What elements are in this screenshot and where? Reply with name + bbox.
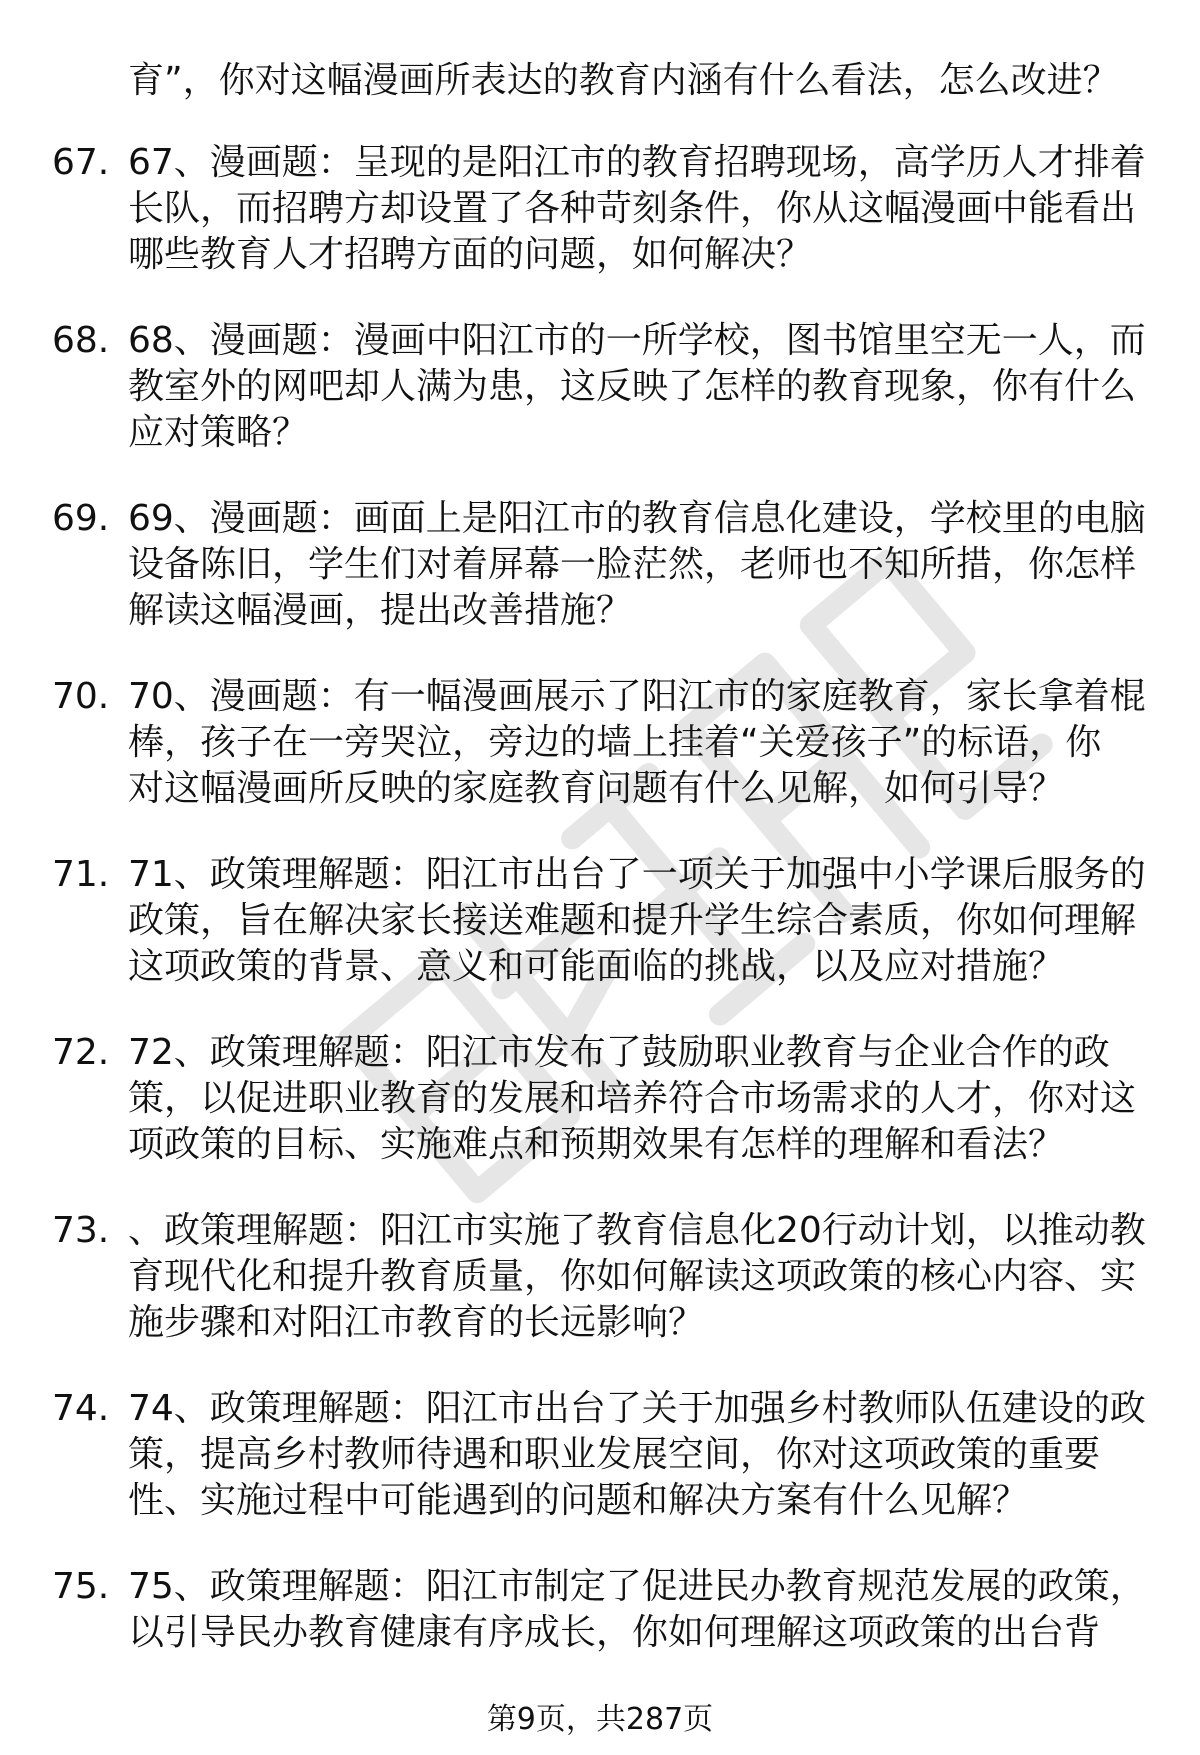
- question-text-line: 育现代化和提升教育质量，你如何解读这项政策的核心内容、实: [128, 1256, 1137, 1297]
- question-text-line: 以引导民办教育健康有序成长，你如何理解这项政策的出台背: [128, 1612, 1101, 1653]
- question-text-line: 哪些教育人才招聘方面的问题，如何解决？: [128, 234, 813, 275]
- question-number: 75.: [52, 1566, 110, 1607]
- question-text-line: 设备陈旧，学生们对着屏幕一脸茫然，老师也不知所措，你怎样: [128, 544, 1137, 585]
- question-text-line: 施步骤和对阳江市教育的长远影响？: [128, 1302, 705, 1343]
- question-number: 68.: [52, 320, 110, 361]
- continuation-line: 育”，你对这幅漫画所表达的教育内涵有什么看法，怎么改进？: [128, 60, 1119, 101]
- question-number: 70.: [52, 676, 110, 717]
- question-text-line: 项政策的目标、实施难点和预期效果有怎样的理解和看法？: [128, 1124, 1065, 1165]
- question-number: 73.: [52, 1210, 110, 1251]
- question-text-line: 策，以促进职业教育的发展和培养符合市场需求的人才，你对这: [128, 1078, 1137, 1119]
- question-text-line: 这项政策的背景、意义和可能面临的挑战，以及应对措施？: [128, 946, 1065, 987]
- question-text-line: 67、漫画题：呈现的是阳江市的教育招聘现场，高学历人才排着: [128, 142, 1146, 183]
- question-number: 67.: [52, 142, 110, 183]
- question-text-line: 71、政策理解题：阳江市出台了一项关于加强中小学课后服务的: [128, 854, 1146, 895]
- question-text-line: 棒，孩子在一旁哭泣，旁边的墙上挂着“关爱孩子”的标语，你: [128, 722, 1102, 763]
- question-text-line: 、政策理解题：阳江市实施了教育信息化20行动计划，以推动教: [128, 1210, 1146, 1251]
- question-text-line: 性、实施过程中可能遇到的问题和解决方案有什么见解？: [128, 1480, 1029, 1521]
- question-text-line: 69、漫画题：画面上是阳江市的教育信息化建设，学校里的电脑: [128, 498, 1146, 539]
- question-text-line: 政策，旨在解决家长接送难题和提升学生综合素质，你如何理解: [128, 900, 1137, 941]
- question-text-line: 教室外的网吧却人满为患，这反映了怎样的教育现象，你有什么: [128, 366, 1137, 407]
- question-text-line: 70、漫画题：有一幅漫画展示了阳江市的家庭教育，家长拿着棍: [128, 676, 1146, 717]
- question-number: 71.: [52, 854, 110, 895]
- question-text-line: 75、政策理解题：阳江市制定了促进民办教育规范发展的政策，: [128, 1566, 1146, 1607]
- question-number: 69.: [52, 498, 110, 539]
- question-text-line: 应对策略？: [128, 412, 309, 453]
- question-text-line: 策，提高乡村教师待遇和职业发展空间，你对这项政策的重要: [128, 1434, 1101, 1475]
- question-text-line: 对这幅漫画所反映的家庭教育问题有什么见解，如何引导？: [128, 768, 1065, 809]
- question-text-line: 解读这幅漫画，提出改善措施？: [128, 590, 633, 631]
- question-text-line: 68、漫画题：漫画中阳江市的一所学校，图书馆里空无一人，而: [128, 320, 1146, 361]
- question-text-line: 74、政策理解题：阳江市出台了关于加强乡村教师队伍建设的政: [128, 1388, 1146, 1429]
- question-number: 74.: [52, 1388, 110, 1429]
- page-footer: 第9页，共287页: [486, 1702, 714, 1737]
- question-text-line: 长队，而招聘方却设置了各种苛刻条件，你从这幅漫画中能看出: [128, 188, 1137, 229]
- question-text-line: 72、政策理解题：阳江市发布了鼓励职业教育与企业合作的政: [128, 1032, 1110, 1073]
- question-number: 72.: [52, 1032, 110, 1073]
